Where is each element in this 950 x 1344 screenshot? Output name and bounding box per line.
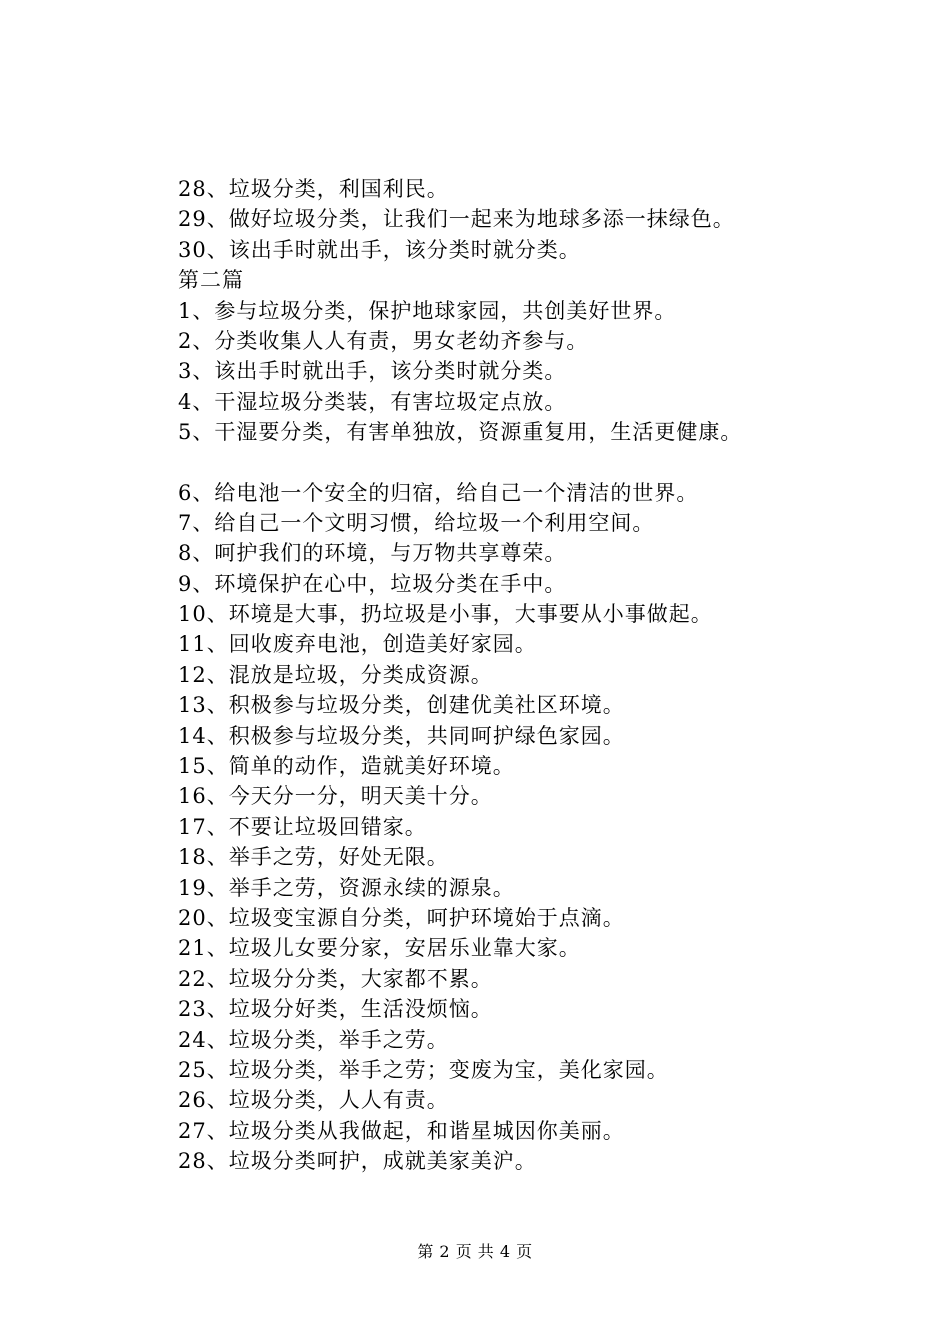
list-item: 24、垃圾分类，举手之劳。 xyxy=(178,1027,449,1052)
list-item: 1、参与垃圾分类，保护地球家园，共创美好世界。 xyxy=(178,298,677,323)
list-item: 27、垃圾分类从我做起，和谐星城因你美丽。 xyxy=(178,1118,625,1143)
list-item: 19、举手之劳，资源永续的源泉。 xyxy=(178,875,515,900)
list-item: 13、积极参与垃圾分类，创建优美社区环境。 xyxy=(178,693,625,718)
list-item: 5、干湿要分类，有害单独放，资源重复用，生活更健康。 xyxy=(178,420,743,445)
list-item: 2、分类收集人人有责，男女老幼齐参与。 xyxy=(178,328,589,353)
list-item: 22、垃圾分分类，大家都不累。 xyxy=(178,966,493,991)
list-item: 20、垃圾变宝源自分类，呵护环境始于点滴。 xyxy=(178,905,625,930)
list-item: 3、该出手时就出手，该分类时就分类。 xyxy=(178,359,567,384)
list-item: 23、垃圾分好类，生活没烦恼。 xyxy=(178,997,493,1022)
list-item: 18、举手之劳，好处无限。 xyxy=(178,845,449,870)
list-item: 4、干湿垃圾分类装，有害垃圾定点放。 xyxy=(178,389,567,414)
list-item: 7、给自己一个文明习惯，给垃圾一个利用空间。 xyxy=(178,510,655,535)
list-item: 16、今天分一分，明天美十分。 xyxy=(178,784,493,809)
list-item: 12、混放是垃圾，分类成资源。 xyxy=(178,662,493,687)
list-item: 15、简单的动作，造就美好环境。 xyxy=(178,754,515,779)
list-item: 21、垃圾儿女要分家，安居乐业靠大家。 xyxy=(178,936,581,961)
list-item: 11、回收废弃电池，创造美好家园。 xyxy=(178,632,537,657)
list-item: 25、垃圾分类，举手之劳；变废为宝，美化家园。 xyxy=(178,1057,669,1082)
page-footer: 第 2 页 共 4 页 xyxy=(417,1242,533,1261)
list-item: 17、不要让垃圾回错家。 xyxy=(178,814,427,839)
list-item: 29、做好垃圾分类，让我们一起来为地球多添一抹绿色。 xyxy=(178,207,735,232)
list-item: 30、该出手时就出手，该分类时就分类。 xyxy=(178,237,581,262)
list-item: 8、呵护我们的环境，与万物共享尊荣。 xyxy=(178,541,567,566)
section-heading: 第二篇 xyxy=(178,268,244,293)
list-item: 14、积极参与垃圾分类，共同呵护绿色家园。 xyxy=(178,723,625,748)
list-item: 6、给电池一个安全的归宿，给自己一个清洁的世界。 xyxy=(178,480,699,505)
slogan-list xyxy=(178,174,918,1177)
list-item: 28、垃圾分类呵护，成就美家美沪。 xyxy=(178,1149,537,1174)
list-item: 26、垃圾分类，人人有责。 xyxy=(178,1088,449,1113)
list-item: 10、环境是大事，扔垃圾是小事，大事要从小事做起。 xyxy=(178,602,713,627)
list-item: 9、环境保护在心中，垃圾分类在手中。 xyxy=(178,571,567,596)
list-item: 28、垃圾分类，利国利民。 xyxy=(178,177,449,201)
paragraph-gap xyxy=(178,448,918,478)
